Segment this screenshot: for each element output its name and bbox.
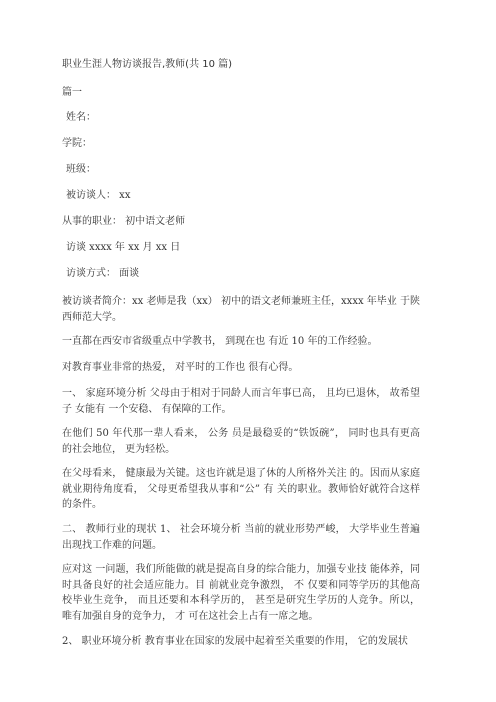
- paragraph-family: 一、 家庭环境分析 父母由于相对于同龄人而言年事已高， 且均已退休， 故希望子 女能有 一个安稳、 有保障的工作。: [62, 388, 420, 415]
- paragraph-passion: 对教育事业非常的热爱， 对平时的工作也 很有心得。: [62, 362, 299, 373]
- paragraph-competition: 应对这 一问题，我们所能做的就是提高自身的综合能力，加强专业技 能体养，同时具备良好的社会适应能力。目 前就业竞争激烈， 不 仅要和同等学历的其他高校毕业生竞争， 而且还要和本科学历的， 甚至是研究生学历的人竞争。所以， 唯有加强自身的竞争力， 才 可在这社会上占有一席之地。: [62, 564, 420, 622]
- field-name: 姓名：: [66, 112, 96, 123]
- document-title: 职业生涯人物访谈报告,教师(共 10 篇): [62, 59, 233, 70]
- field-date: 访谈 xxxx 年 xx 月 xx 日: [66, 242, 181, 253]
- paragraph-industry: 二、 教师行业的现状 1、 社会环境分析 当前的就业形势严峻， 大学毕业生普遍出现找工作难的问题。: [62, 524, 420, 551]
- paragraph-parents-view: 在他们 50 年代那一辈人看来， 公务 员是最稳妥的“铁饭碗”， 同时也具有更高的社会地位， 更为轻松。: [62, 428, 420, 455]
- field-interviewee: 被访谈人： xx: [66, 190, 131, 201]
- section-heading: 篇一: [62, 87, 82, 98]
- paragraph-intro: 被访谈者简介：xx 老师是我（xx） 初中的语文老师兼班主任，xxxx 年毕业 于陕西师范大学。: [62, 296, 420, 323]
- paragraph-experience: 一直都在西安市省级重点中学教书， 到现在也 有近 10 年的工作经验。: [62, 336, 378, 347]
- paragraph-health: 在父母看来， 健康最为关键。这也许就是退了休的人所格外关注 的。因而从家庭就业期待角度看， 父母更希望我从事和“公” 有 关的职业。教师恰好就符合这样的条件。: [62, 468, 420, 510]
- paragraph-career-env: 2、 职业环境分析 教育事业在国家的发展中起着至关重要的作用， 它的发展状: [62, 636, 408, 647]
- field-class: 班级：: [66, 164, 96, 175]
- field-occupation: 从事的职业： 初中语文老师: [62, 216, 186, 227]
- field-method: 访谈方式： 面谈: [66, 268, 140, 279]
- field-college: 学院：: [62, 138, 92, 149]
